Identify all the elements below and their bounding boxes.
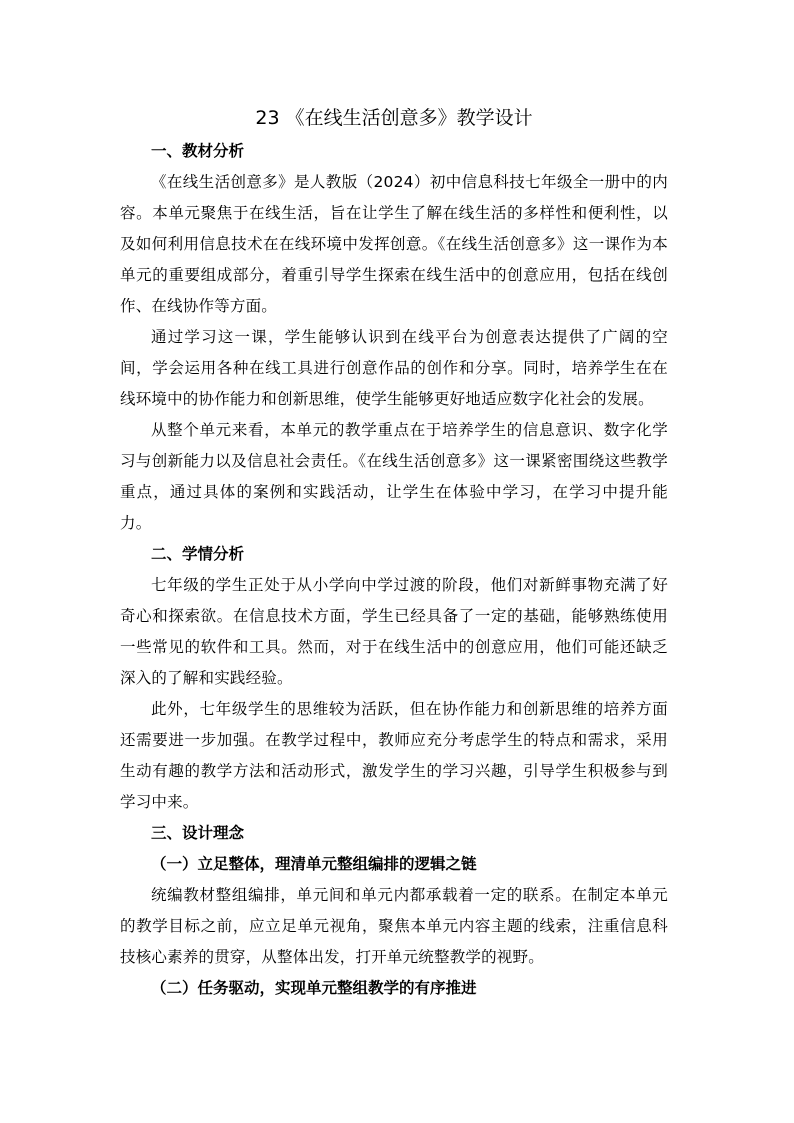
paragraph: 七年级的学生正处于从小学向中学过渡的阶段，他们对新鲜事物充满了好奇心和探索欲。在信息技术方面，学生已经具备了一定的基础，能够熟练使用一些常见的软件和工具。然而，对于在线生活中的创意应用，他们可能还缺乏深入的了解和实践经验。 [120,576,668,687]
document-body [120,100,668,1004]
paragraph: 通过学习这一课，学生能够认识到在线平台为创意表达提供了广阔的空间，学会运用各种在线工具进行创意作品的创作和分享。同时，培养学生在在线环境中的协作能力和创新思维，使学生能够更好地适应数字化社会的发展。 [120,328,668,408]
section-heading-student-analysis: 二、学情分析 [151,545,245,563]
section-heading-design-concept: 三、设计理念 [151,824,245,842]
subsection-heading: （一）立足整体，理清单元整组编排的逻辑之链 [151,855,477,873]
paragraph: 此外，七年级学生的思维较为活跃，但在协作能力和创新思维的培养方面还需要进一步加强。在教学过程中，教师应充分考虑学生的特点和需求，采用生动有趣的教学方法和活动形式，激发学生的学习兴趣，引导学生积极参与到学习中来。 [120,700,668,811]
paragraph: 从整个单元来看，本单元的教学重点在于培养学生的信息意识、数字化学习与创新能力以及信息社会责任。《在线生活创意多》这一课紧密围绕这些教学重点，通过具体的案例和实践活动，让学生在体验中学习，在学习中提升能力。 [120,421,668,532]
paragraph: 统编教材整组编排，单元间和单元内都承载着一定的联系。在制定本单元的教学目标之前，应立足单元视角，聚焦本单元内容主题的线索，注重信息科技核心素养的贯穿，从整体出发，打开单元统整教学的视野。 [120,886,668,966]
section-heading-textbook-analysis: 一、教材分析 [151,142,245,160]
subsection-heading: （二）任务驱动，实现单元整组教学的有序推进 [151,979,477,997]
page-title: 23 《在线生活创意多》教学设计 [255,107,533,129]
paragraph: 《在线生活创意多》是人教版（2024）初中信息科技七年级全一册中的内容。本单元聚焦于在线生活，旨在让学生了解在线生活的多样性和便利性，以及如何利用信息技术在在线环境中发挥创意。《在线生活创意多》这一课作为本单元的重要组成部分，着重引导学生探索在线生活中的创意应用，包括在线创作、在线协作等方面。 [120,173,668,315]
